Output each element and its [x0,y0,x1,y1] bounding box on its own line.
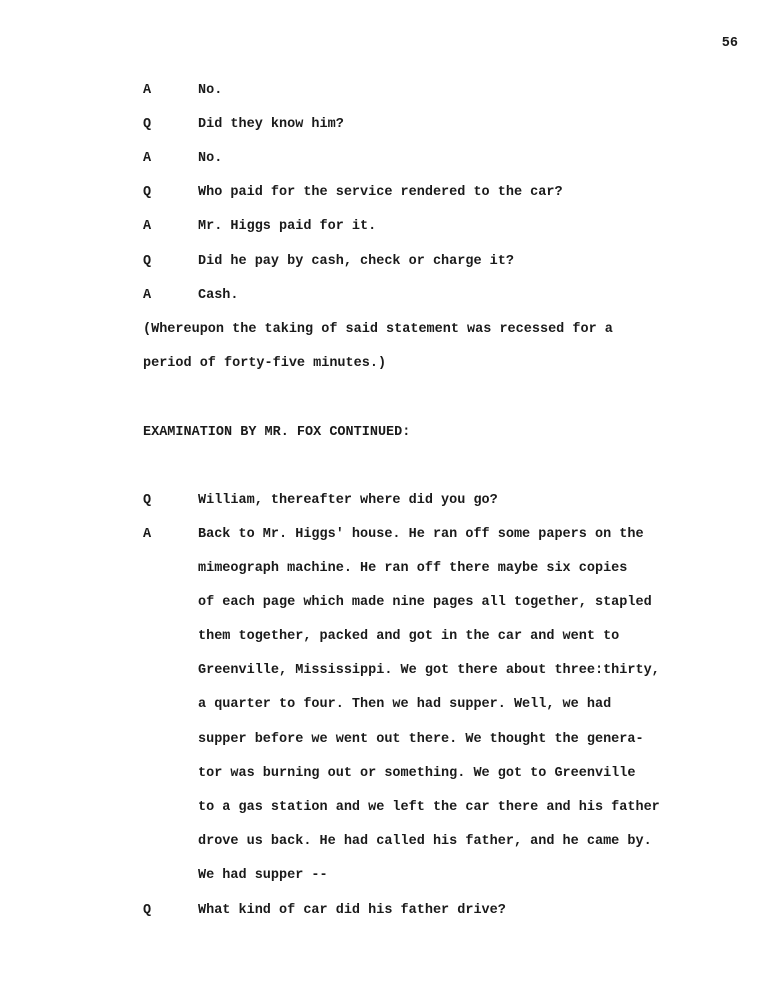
speaker-label: A [143,288,152,303]
answer-line: a quarter to four. Then we had supper. Well, we had [198,697,612,712]
answer-line: supper before we went out there. We thought the genera- [198,732,644,747]
answer-line: Greenville, Mississippi. We got there about three:thirty, [198,663,660,678]
testimony-text: Mr. Higgs paid for it. [198,219,377,234]
recess-note-line: (Whereupon the taking of said statement was recessed for a [143,322,613,337]
testimony-text: Did they know him? [198,117,344,132]
testimony-text: No. [198,83,223,98]
speaker-label: A [143,151,152,166]
answer-line: mimeograph machine. He ran off there maybe six copies [198,561,628,576]
speaker-label: A [143,527,152,542]
speaker-label: Q [143,185,152,200]
page-number: 56 [721,36,738,51]
answer-line: We had supper -- [198,868,328,883]
speaker-label: A [143,219,152,234]
testimony-text: Who paid for the service rendered to the car? [198,185,563,200]
answer-line: Back to Mr. Higgs' house. He ran off some papers on the [198,527,644,542]
answer-line: drove us back. He had called his father, and he came by. [198,834,652,849]
testimony-text: William, thereafter where did you go? [198,493,498,508]
section-heading: EXAMINATION BY MR. FOX CONTINUED: [143,425,411,440]
testimony-text: Cash. [198,288,239,303]
testimony-text: Did he pay by cash, check or charge it? [198,254,514,269]
speaker-label: Q [143,493,152,508]
answer-line: tor was burning out or something. We got to Greenville [198,766,636,781]
speaker-label: Q [143,903,152,918]
answer-line: to a gas station and we left the car there and his father [198,800,660,815]
testimony-text: No. [198,151,223,166]
speaker-label: Q [143,117,152,132]
speaker-label: Q [143,254,152,269]
testimony-text: What kind of car did his father drive? [198,903,506,918]
speaker-label: A [143,83,152,98]
recess-note-line: period of forty-five minutes.) [143,356,387,371]
answer-line: of each page which made nine pages all together, stapled [198,595,652,610]
answer-line: them together, packed and got in the car and went to [198,629,620,644]
